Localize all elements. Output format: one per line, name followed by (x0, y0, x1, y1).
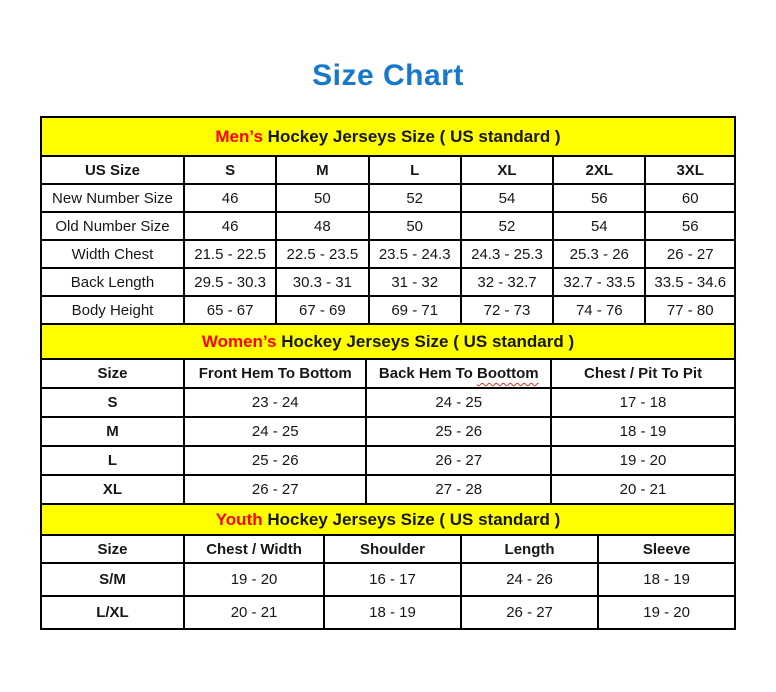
row-label: Width Chest (41, 240, 184, 268)
table-cell: 24 - 25 (366, 388, 551, 417)
table-row (41, 117, 735, 156)
table-row (41, 535, 735, 563)
table-cell: 23 - 24 (184, 388, 367, 417)
column-header: 2XL (553, 156, 645, 184)
row-label: Back Length (41, 268, 184, 296)
mens-table-title (41, 117, 735, 156)
youth-title-text: Hockey Jerseys Size ( US standard ) (267, 509, 561, 529)
table-cell: 32 - 32.7 (461, 268, 553, 296)
table-cell: 48 (276, 212, 368, 240)
table-cell: 30.3 - 31 (276, 268, 368, 296)
column-header: 3XL (645, 156, 735, 184)
table-row (41, 156, 735, 184)
table-cell: 19 - 20 (598, 596, 735, 629)
table-row (41, 388, 735, 417)
column-header: Sleeve (598, 535, 735, 563)
column-header: Shoulder (324, 535, 461, 563)
column-header: L (369, 156, 461, 184)
table-cell: 31 - 32 (369, 268, 461, 296)
table-cell: 20 - 21 (184, 596, 324, 629)
table-cell: 25.3 - 26 (553, 240, 645, 268)
table-cell: 54 (553, 212, 645, 240)
table-cell: 33.5 - 34.6 (645, 268, 735, 296)
column-header: Chest / Width (184, 535, 324, 563)
table-row (41, 359, 735, 388)
row-label: M (41, 417, 184, 446)
youth-size-table (40, 503, 736, 630)
column-header: Front Hem To Bottom (184, 359, 367, 388)
table-cell: 50 (276, 184, 368, 212)
column-header: Size (41, 359, 184, 388)
column-header: XL (461, 156, 553, 184)
table-cell: 18 - 19 (324, 596, 461, 629)
womens-size-table (40, 323, 736, 505)
page-title: Size Chart (312, 59, 464, 92)
table-row (41, 475, 735, 504)
table-cell: 24 - 26 (461, 563, 598, 596)
table-cell: 23.5 - 24.3 (369, 240, 461, 268)
table-row (41, 268, 735, 296)
row-label: S/M (41, 563, 184, 596)
table-cell: 52 (461, 212, 553, 240)
row-label: New Number Size (41, 184, 184, 212)
table-cell: 18 - 19 (598, 563, 735, 596)
column-header: S (184, 156, 276, 184)
table-cell: 74 - 76 (553, 296, 645, 324)
table-row (41, 212, 735, 240)
column-header (366, 359, 551, 388)
table-cell: 46 (184, 212, 276, 240)
table-cell: 16 - 17 (324, 563, 461, 596)
column-header: Length (461, 535, 598, 563)
table-cell: 24.3 - 25.3 (461, 240, 553, 268)
table-cell: 29.5 - 30.3 (184, 268, 276, 296)
back-hem-header-prefix: Back Hem To (378, 365, 473, 382)
table-row (41, 504, 735, 535)
table-cell: 52 (369, 184, 461, 212)
table-cell: 21.5 - 22.5 (184, 240, 276, 268)
row-label: Body Height (41, 296, 184, 324)
table-cell: 22.5 - 23.5 (276, 240, 368, 268)
table-row (41, 324, 735, 359)
table-cell: 19 - 20 (551, 446, 735, 475)
table-cell: 65 - 67 (184, 296, 276, 324)
table-cell: 56 (645, 212, 735, 240)
mens-title-text: Hockey Jerseys Size ( US standard ) (267, 126, 561, 146)
table-cell: 26 - 27 (645, 240, 735, 268)
table-cell: 25 - 26 (366, 417, 551, 446)
table-cell: 69 - 71 (369, 296, 461, 324)
size-chart-tables (40, 116, 736, 630)
table-row (41, 240, 735, 268)
table-cell: 25 - 26 (184, 446, 367, 475)
table-row (41, 446, 735, 475)
table-cell: 26 - 27 (461, 596, 598, 629)
row-label: Old Number Size (41, 212, 184, 240)
table-cell: 17 - 18 (551, 388, 735, 417)
table-cell: 56 (553, 184, 645, 212)
table-cell: 67 - 69 (276, 296, 368, 324)
row-label: L/XL (41, 596, 184, 629)
table-cell: 18 - 19 (551, 417, 735, 446)
table-row (41, 296, 735, 324)
table-row (41, 417, 735, 446)
table-cell: 26 - 27 (184, 475, 367, 504)
row-label: XL (41, 475, 184, 504)
column-header: Chest / Pit To Pit (551, 359, 735, 388)
column-header: US Size (41, 156, 184, 184)
row-label: S (41, 388, 184, 417)
table-row (41, 184, 735, 212)
table-cell: 20 - 21 (551, 475, 735, 504)
table-cell: 19 - 20 (184, 563, 324, 596)
table-row (41, 563, 735, 596)
womens-title-accent: Women’s (201, 331, 277, 351)
youth-table-title (41, 504, 735, 535)
womens-title-text: Hockey Jerseys Size ( US standard ) (281, 331, 575, 351)
table-cell: 26 - 27 (366, 446, 551, 475)
table-cell: 50 (369, 212, 461, 240)
table-row (41, 596, 735, 629)
column-header: Size (41, 535, 184, 563)
table-cell: 27 - 28 (366, 475, 551, 504)
youth-title-accent: Youth (215, 509, 263, 529)
column-header: M (276, 156, 368, 184)
table-cell: 32.7 - 33.5 (553, 268, 645, 296)
womens-table-title (41, 324, 735, 359)
mens-title-accent: Men’s (215, 126, 263, 146)
table-cell: 72 - 73 (461, 296, 553, 324)
mens-size-table (40, 116, 736, 325)
table-cell: 54 (461, 184, 553, 212)
back-hem-misspelled-word: Boottom (476, 365, 539, 382)
table-cell: 46 (184, 184, 276, 212)
row-label: L (41, 446, 184, 475)
table-cell: 60 (645, 184, 735, 212)
table-cell: 77 - 80 (645, 296, 735, 324)
table-cell: 24 - 25 (184, 417, 367, 446)
